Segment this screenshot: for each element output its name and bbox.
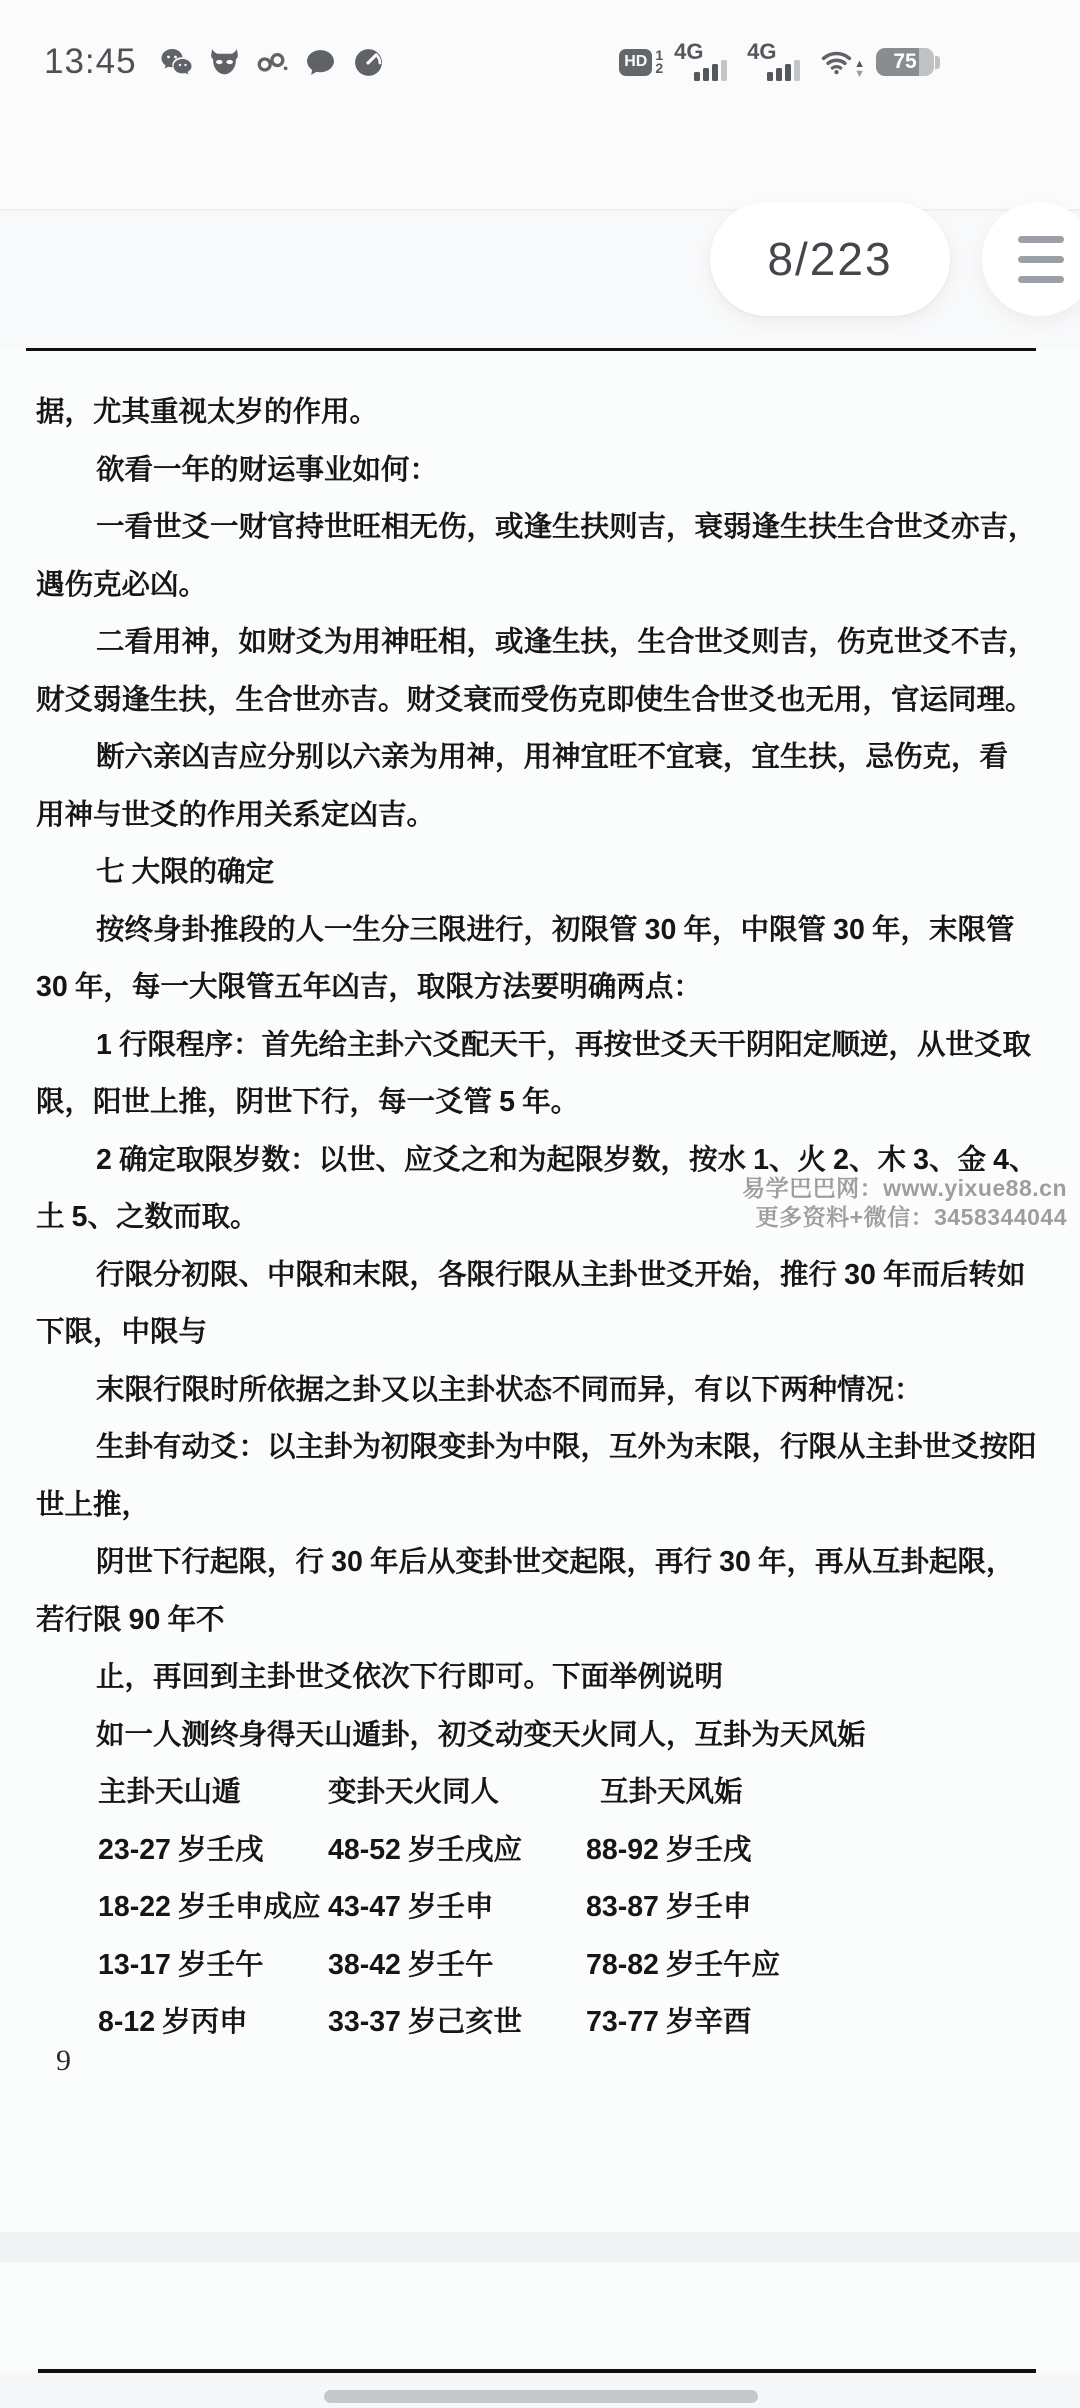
watermark-wechat: 更多资料+微信：3458344044 — [755, 1204, 1067, 1230]
doc-line: 生卦有动爻：以主卦为初限变卦为中限，互外为末限，行限从主卦世爻按阳 — [96, 1432, 1037, 1463]
gesture-handle[interactable] — [324, 2390, 758, 2403]
doc-section-heading: 七 大限的确定 — [96, 857, 275, 888]
doc-line: 止，再回到主卦世爻依次下行即可。下面举例说明 — [96, 1662, 724, 1693]
table-header-cell: 主卦天山遁 — [98, 1777, 241, 1808]
hd-sim2: 2 — [655, 60, 664, 76]
wifi-icon — [820, 46, 853, 79]
table-row — [36, 1937, 1044, 1995]
doc-line: 财爻弱逢生扶，生合世亦吉。财爻衰而受伤克即使生合世爻也无用，官运同理。 — [36, 684, 1034, 716]
table-cell: 18-22 岁壬申成应 — [98, 1891, 321, 1923]
sim2-signal — [747, 41, 809, 83]
status-bar — [0, 34, 1080, 90]
table-row — [36, 1822, 1044, 1880]
table-row — [36, 1994, 1044, 2052]
doc-line: 二看用神，如财爻为用神旺相，或逢生扶，生合世爻则吉，伤克世爻不吉， — [96, 627, 1037, 658]
doc-line: 1 行限程序：首先给主卦六爻配天干，再按世爻天干阴阳定顺逆，从世爻取 — [96, 1028, 1031, 1061]
status-bar-right — [619, 41, 940, 83]
signal-bars-icon — [694, 60, 727, 81]
handcuffs-icon — [256, 46, 289, 79]
battery-icon: 75 — [876, 48, 934, 76]
doc-line: 断六亲凶吉应分别以六亲为用神，用神宜旺不宜衰，宜生扶，忌伤克，看 — [96, 742, 1009, 773]
volte-hd-indicator — [619, 49, 663, 76]
table-header-cell: 互卦天风姤 — [600, 1777, 743, 1808]
sim1-network-type: 4G — [674, 39, 704, 64]
doc-line: 下限，中限与 — [36, 1317, 208, 1348]
sim2-network-type: 4G — [747, 39, 777, 64]
hd-sim-numbers — [655, 49, 663, 75]
doc-line: 如一人测终身得天山遁卦，初爻动变天火同人，互卦为天风姤 — [96, 1719, 866, 1751]
table-row — [36, 1879, 1044, 1937]
status-bar-left — [44, 42, 385, 82]
doc-line: 据，尤其重视太岁的作用。 — [36, 397, 379, 428]
doc-line: 一看世爻一财官持世旺相无伤，或逢生扶则吉，衰弱逢生扶生合世爻亦吉， — [96, 512, 1037, 543]
page-border-top — [26, 348, 1036, 351]
doc-line: 阴世下行起限，行 30 年后从变卦世交起限，再行 30 年，再从互卦起限， — [96, 1546, 1015, 1578]
table-cell: 73-77 岁辛酉 — [586, 2006, 752, 2038]
limit-table-header-row — [36, 1764, 1044, 1822]
table-cell: 88-92 岁壬戌 — [586, 1833, 752, 1866]
sim1-signal — [674, 41, 736, 83]
hd-sim1: 1 — [655, 47, 664, 63]
browser-compass-icon — [352, 46, 385, 79]
page-gap-band — [0, 2232, 1080, 2262]
hd-icon: HD — [619, 49, 652, 76]
doc-line: 末限行限时所依据之卦又以主卦状态不同而异，有以下两种情况： — [96, 1374, 923, 1406]
watermark-site: 易学巴巴网：www.yixue88.cn — [742, 1175, 1067, 1201]
doc-line: 2 确定取限岁数：以世、应爻之和为起限岁数，按水 1、火 2、木 3、金 4、 — [96, 1143, 1038, 1176]
data-traffic-arrows-icon: ▲ ▼ — [854, 57, 865, 80]
clock: 13:45 — [44, 42, 137, 81]
doc-line: 行限分初限、中限和末限，各限行限从主卦世爻开始，推行 30 年而后转如 — [96, 1258, 1026, 1291]
wifi-indicator — [820, 46, 865, 79]
doc-line: 用神与世爻的作用关系定凶吉。 — [36, 799, 436, 831]
table-cell: 43-47 岁壬申 — [328, 1891, 494, 1923]
battery-indicator — [876, 48, 940, 76]
page-indicator-pill[interactable] — [710, 202, 950, 316]
doc-line: 世上推， — [36, 1489, 151, 1521]
table-cell: 78-82 岁壬午应 — [586, 1948, 781, 1981]
table-cell: 8-12 岁丙申 — [98, 2006, 248, 2038]
signal-bars-icon — [767, 60, 800, 81]
table-header-cell: 变卦天火同人 — [328, 1777, 500, 1808]
battery-nub — [935, 56, 940, 69]
chat-bubble-icon — [304, 46, 337, 79]
table-cell: 13-17 岁壬午 — [98, 1948, 264, 1981]
monster-head-icon — [208, 46, 241, 79]
printed-page-number: 9 — [56, 2044, 71, 2077]
table-cell: 83-87 岁壬申 — [586, 1891, 752, 1923]
page-indicator-label: 8/223 — [767, 233, 893, 285]
table-cell: 38-42 岁壬午 — [328, 1948, 494, 1981]
watermark — [742, 1174, 1067, 1232]
doc-line: 按终身卦推段的人一生分三限进行，初限管 30 年，中限管 30 年，末限管 — [96, 913, 1015, 946]
doc-line: 30 年，每一大限管五年凶吉，取限方法要明确两点： — [36, 971, 702, 1003]
doc-line: 若行限 90 年不 — [36, 1603, 225, 1636]
doc-line: 遇伤克必凶。 — [36, 569, 208, 601]
wechat-icon — [160, 46, 193, 79]
table-cell: 33-37 岁己亥世 — [328, 2006, 523, 2038]
doc-line: 土 5、之数而取。 — [36, 1201, 259, 1233]
table-cell: 48-52 岁壬戌应 — [328, 1833, 523, 1866]
hamburger-menu-icon — [1018, 236, 1064, 243]
table-cell: 23-27 岁壬戌 — [98, 1833, 264, 1866]
doc-line: 欲看一年的财运事业如何： — [96, 454, 439, 486]
doc-line: 限，阳世上推，阴世下行，每一爻管 5 年。 — [36, 1086, 580, 1118]
